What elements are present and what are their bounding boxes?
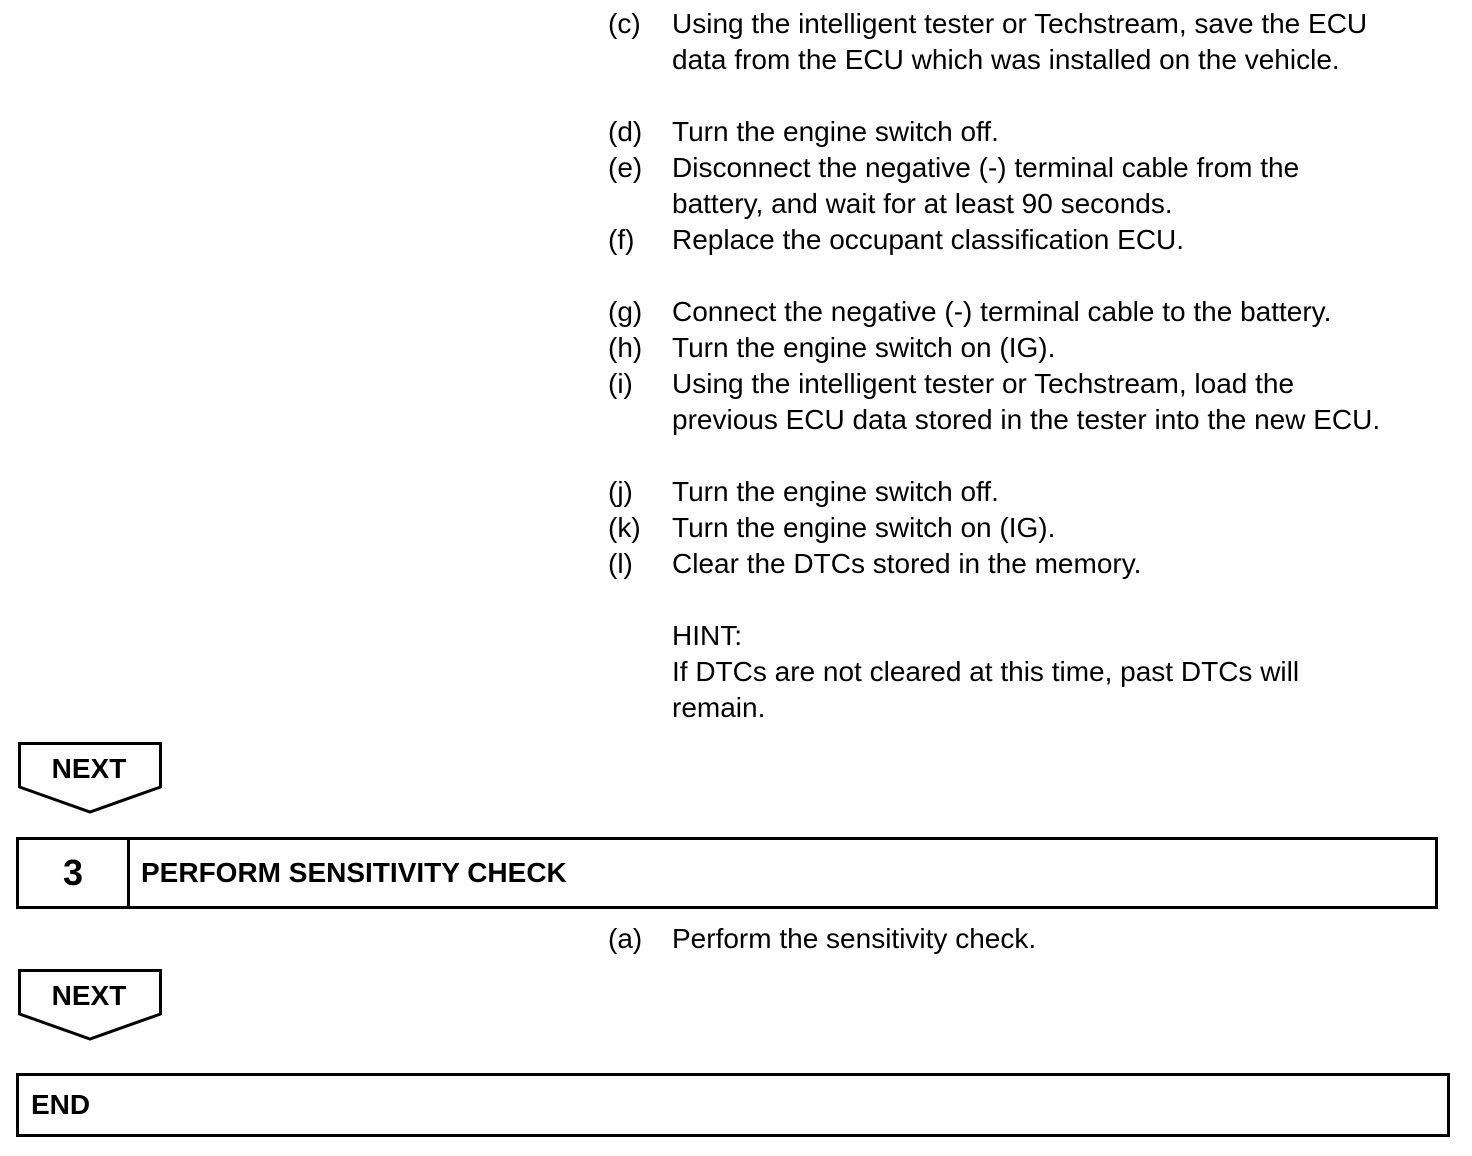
- step-letter: (a): [608, 923, 643, 954]
- procedure-steps-lower: [608, 921, 1458, 957]
- step-a: [608, 921, 1458, 957]
- step-g: [608, 294, 1458, 330]
- hint-label: HINT:: [672, 620, 742, 651]
- step-letter: (f): [608, 224, 635, 255]
- step-k: [608, 510, 1458, 546]
- step-text-line: Turn the engine switch off.: [672, 476, 999, 507]
- step-letter: (c): [608, 8, 641, 39]
- step-letter: (i): [608, 368, 633, 399]
- step-l: [608, 546, 1458, 582]
- procedure-steps-upper: [608, 6, 1458, 726]
- step-letter: (e): [608, 152, 643, 183]
- next-label: NEXT: [51, 753, 127, 784]
- hint-block: [608, 618, 1458, 726]
- step-letter: (d): [608, 116, 643, 147]
- hint-text-line: remain.: [672, 692, 766, 723]
- step-c: [608, 6, 1458, 78]
- next-label: NEXT: [51, 980, 127, 1011]
- step-text-line: Disconnect the negative (-) terminal cable from the: [672, 152, 1300, 183]
- step-text-line: Connect the negative (-) terminal cable to the battery.: [672, 296, 1332, 327]
- step-text-line: previous ECU data stored in the tester into the new ECU.: [672, 404, 1381, 435]
- step-d: [608, 114, 1458, 150]
- step-number: 3: [19, 840, 130, 906]
- step-e: [608, 150, 1458, 222]
- step-text-line: Perform the sensitivity check.: [672, 923, 1037, 954]
- step-i: [608, 366, 1458, 438]
- step-text-line: Clear the DTCs stored in the memory.: [672, 548, 1142, 579]
- step-text-line: Using the intelligent tester or Techstream, save the ECU: [672, 8, 1368, 39]
- next-marker[interactable]: [18, 969, 162, 1041]
- step-letter: (k): [608, 512, 641, 543]
- step-text-line: battery, and wait for at least 90 seconds.: [672, 188, 1173, 219]
- step-f: [608, 222, 1458, 258]
- step-h: [608, 330, 1458, 366]
- end-box: [16, 1073, 1450, 1137]
- step-text-line: Turn the engine switch off.: [672, 116, 999, 147]
- hint-text-line: If DTCs are not cleared at this time, past DTCs will: [672, 656, 1300, 687]
- step-j: [608, 474, 1458, 510]
- step-text-line: Replace the occupant classification ECU.: [672, 224, 1185, 255]
- step-text-line: Turn the engine switch on (IG).: [672, 332, 1056, 363]
- next-marker[interactable]: [18, 742, 162, 814]
- step-letter: (g): [608, 296, 643, 327]
- step-header: [16, 837, 1438, 909]
- end-label: END: [31, 1089, 91, 1120]
- step-text-line: Using the intelligent tester or Techstream, load the: [672, 368, 1295, 399]
- step-text-line: Turn the engine switch on (IG).: [672, 512, 1056, 543]
- step-letter: (j): [608, 476, 633, 507]
- step-letter: (h): [608, 332, 643, 363]
- step-text-line: data from the ECU which was installed on the vehicle.: [672, 44, 1340, 75]
- step-letter: (l): [608, 548, 633, 579]
- step-title: PERFORM SENSITIVITY CHECK: [141, 857, 567, 888]
